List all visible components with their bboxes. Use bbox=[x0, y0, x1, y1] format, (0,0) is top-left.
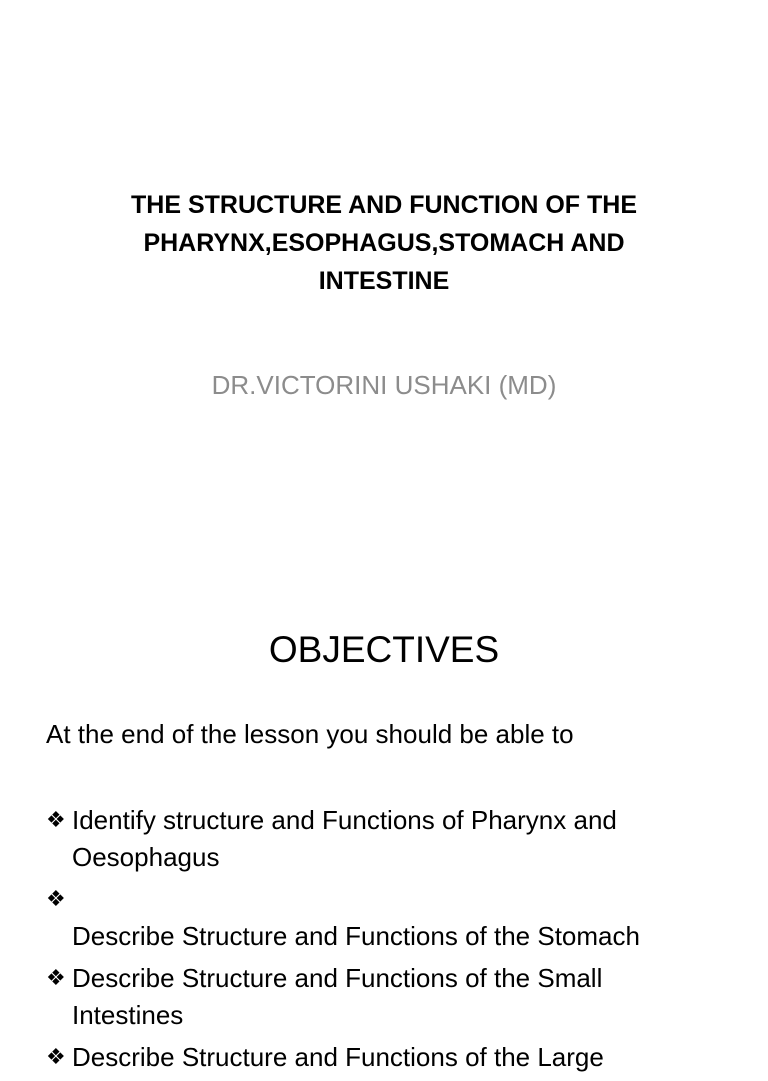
list-item-line: Describe Structure and Functions of the Small bbox=[72, 963, 603, 993]
diamond-bullet-icon: ❖ bbox=[46, 1045, 66, 1070]
objectives-list bbox=[46, 802, 746, 1081]
title-line: PHARYNX,ESOPHAGUS,STOMACH AND bbox=[143, 229, 625, 257]
diamond-bullet-icon: ❖ bbox=[46, 808, 66, 833]
title-line: THE STRUCTURE AND FUNCTION OF THE bbox=[131, 191, 637, 219]
list-item-line: Describe Structure and Functions of the Large bbox=[72, 1042, 604, 1072]
list-item bbox=[46, 960, 746, 1034]
objectives-heading: OBJECTIVES bbox=[268, 629, 500, 670]
list-item bbox=[46, 802, 746, 876]
title-line: INTESTINE bbox=[318, 267, 450, 295]
list-item-line: Identify structure and Functions of Pharynx and bbox=[72, 805, 617, 835]
list-item-line: Describe Structure and Functions of the Stomach bbox=[72, 921, 640, 951]
list-item bbox=[46, 881, 746, 955]
author-subtitle: DR.VICTORINI USHAKI (MD) bbox=[211, 370, 557, 400]
objectives-intro: At the end of the lesson you should be able to bbox=[46, 719, 574, 749]
list-item-line: Oesophagus bbox=[72, 842, 220, 872]
list-item-line: Intestines bbox=[72, 1000, 184, 1030]
list-item bbox=[46, 1039, 746, 1076]
objectives-slide bbox=[0, 576, 768, 1072]
presentation-title bbox=[84, 186, 684, 300]
diamond-bullet-icon: ❖ bbox=[46, 887, 66, 912]
diamond-bullet-icon: ❖ bbox=[46, 966, 66, 991]
